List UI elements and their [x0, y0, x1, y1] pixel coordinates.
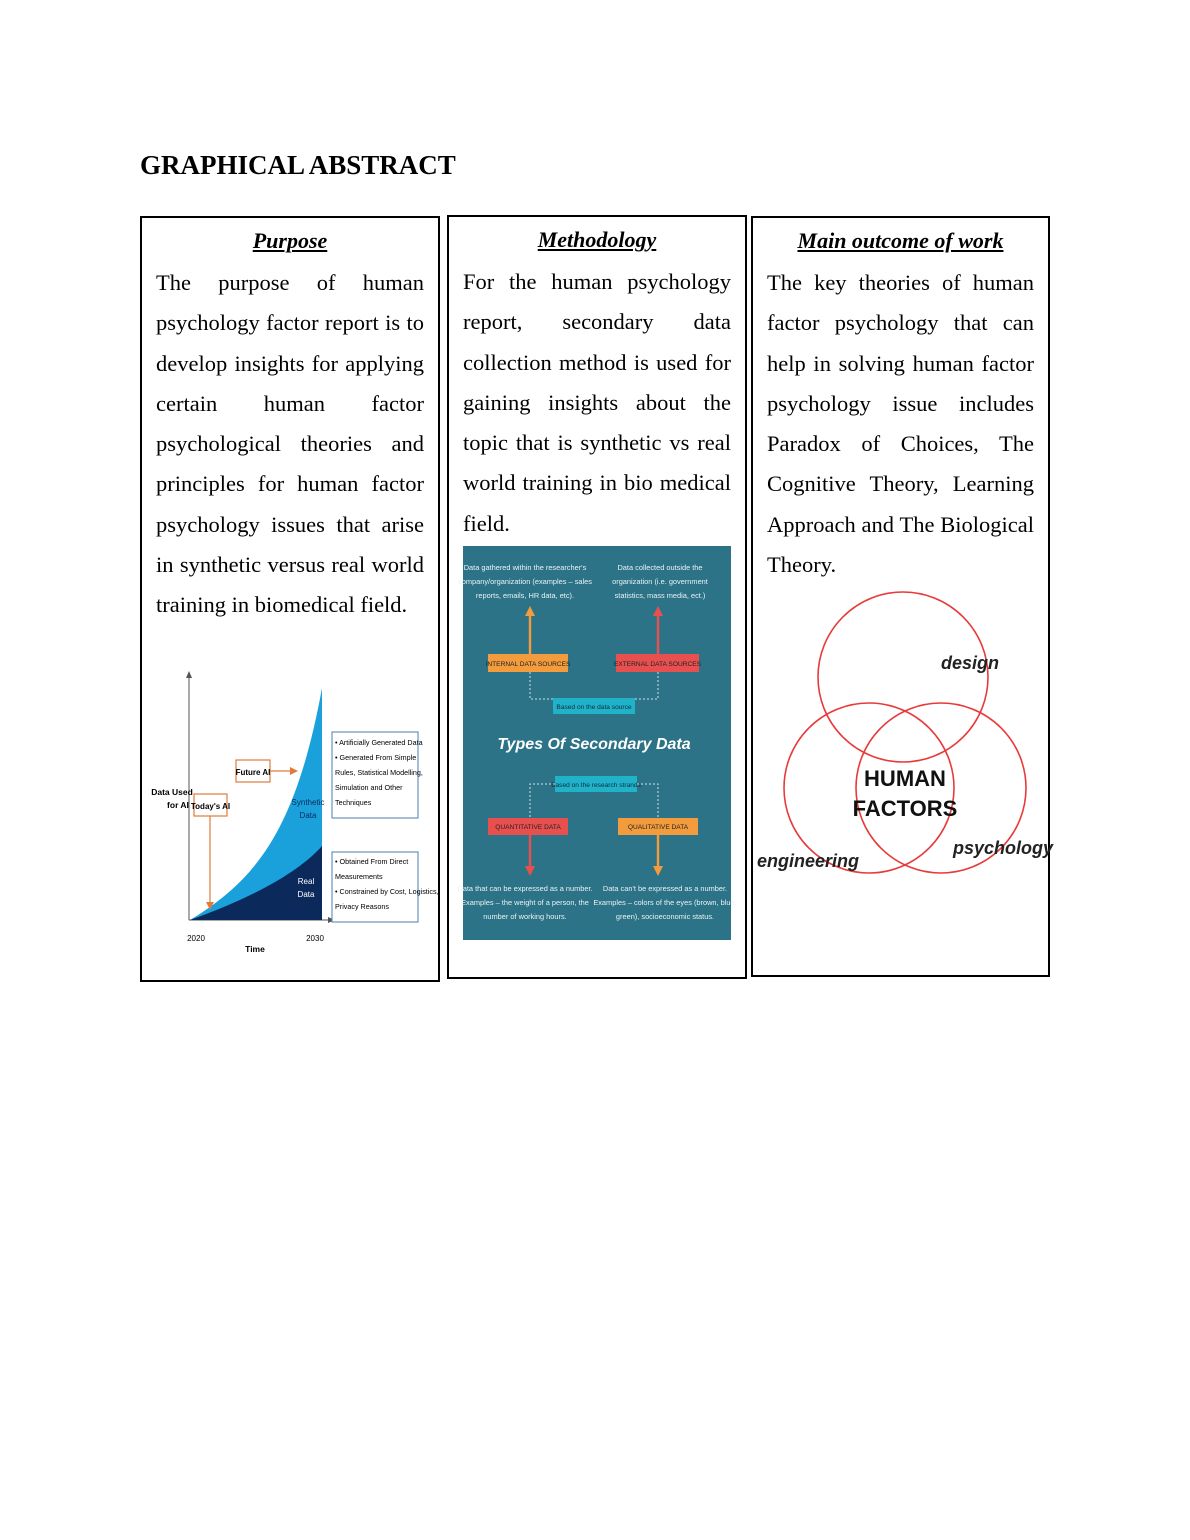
methodology-heading: Methodology [537, 227, 657, 252]
real-bullet: Privacy Reasons [335, 902, 389, 911]
engineering-label: engineering [756, 851, 860, 871]
external-sources-label: EXTERNAL DATA SOURCES [613, 661, 702, 668]
real-bullet: • Constrained by Cost, Logistics, [335, 887, 439, 896]
internal-description [458, 563, 592, 600]
based-source-label: Based on the data source [556, 704, 632, 711]
future-ai-label: Future AI [235, 768, 271, 777]
human-factors-label-2: FACTORS [852, 796, 958, 821]
human-factors-label: HUMAN [864, 766, 946, 791]
real-data-label-2: Data [297, 890, 315, 899]
synthetic-bullet: • Generated From Simple [335, 753, 417, 762]
outcome-heading: Main outcome of work [797, 228, 1004, 253]
purpose-heading: Purpose [252, 228, 328, 253]
psychology-label: psychology [952, 838, 1054, 858]
internal-description-line: Data gathered within the researcher's [463, 563, 587, 572]
outcome-text: The key theories of human factor psychology that can help in solving human factor psychology issue includes Paradox of Choices, The Cognitive Theory, Learning Approach and The Biological Theory. [767, 270, 1034, 578]
external-description-line: statistics, mass media, ect.) [614, 591, 706, 600]
todays-ai-label: Today's AI [190, 802, 231, 811]
methodology-text: For the human psychology report, secondary data collection method is used for gaining insights about the topic that is synthetic vs real world training in bio medical field. [463, 269, 731, 536]
page-title: GRAPHICAL ABSTRACT [140, 150, 456, 180]
internal-sources-label: INTERNAL DATA SOURCES [485, 661, 571, 668]
purpose-text: The purpose of human psychology factor report is to develop insights for applying certain human factor psychological theories and principles for human factor psychology issues that arise in synthetic versus real world training in biomedical field. [156, 270, 424, 618]
y-axis-arrow-icon [186, 671, 192, 678]
design-label: design [940, 653, 1000, 673]
qualitative-description-line: Data can't be expressed as a number. [602, 884, 728, 893]
synthetic-bullet: Techniques [335, 798, 372, 807]
synthetic-vs-real-data-chart [151, 670, 439, 966]
synthetic-bullet: Rules, Statistical Modelling, [335, 768, 423, 777]
external-description-line: organization (i.e. government [612, 577, 708, 586]
synthetic-data-label-2: Data [299, 811, 317, 820]
real-bullet: Measurements [335, 872, 383, 881]
year-end-label: 2030 [306, 934, 324, 943]
future-ai-arrow-icon [290, 767, 298, 775]
secondary-data-infographic [457, 546, 737, 940]
external-description-line: Data collected outside the [617, 563, 703, 572]
infographic-title: Types Of Secondary Data [497, 736, 691, 753]
qualitative-description-line: green), socioeconomic status. [615, 912, 715, 921]
x-axis-label: Time [245, 944, 265, 954]
based-strands-label: Based on the research strands [551, 782, 641, 789]
quantitative-label: QUANTITATIVE DATA [495, 824, 561, 831]
synthetic-bullet: Simulation and Other [335, 783, 403, 792]
y-axis-label-2: for AI [167, 800, 189, 810]
external-description [612, 563, 708, 600]
human-factors-venn-diagram [756, 584, 1054, 944]
quantitative-description-line: number of working hours. [483, 912, 567, 921]
methodology-panel [447, 215, 747, 979]
y-axis-label: Data Used [151, 787, 193, 797]
real-bullet: • Obtained From Direct [335, 857, 409, 866]
internal-description-line: reports, emails, HR data, etc). [475, 591, 575, 600]
synthetic-bullet: • Artificially Generated Data [335, 738, 423, 747]
qualitative-description-line: Examples – colors of the eyes (brown, blue, [593, 898, 737, 907]
real-data-label: Real [297, 877, 315, 886]
purpose-panel [140, 216, 440, 982]
design-circle [818, 592, 988, 762]
quantitative-description-line: Data that can be expressed as a number. [457, 884, 593, 893]
year-start-label: 2020 [187, 934, 205, 943]
outcome-panel [751, 216, 1054, 977]
quantitative-description-line: Examples – the weight of a person, the [461, 898, 589, 907]
internal-description-line: company/organization (examples – sales [458, 577, 592, 586]
synthetic-data-label: Synthetic [291, 798, 325, 807]
qualitative-label: QUALITATIVE DATA [627, 824, 689, 831]
